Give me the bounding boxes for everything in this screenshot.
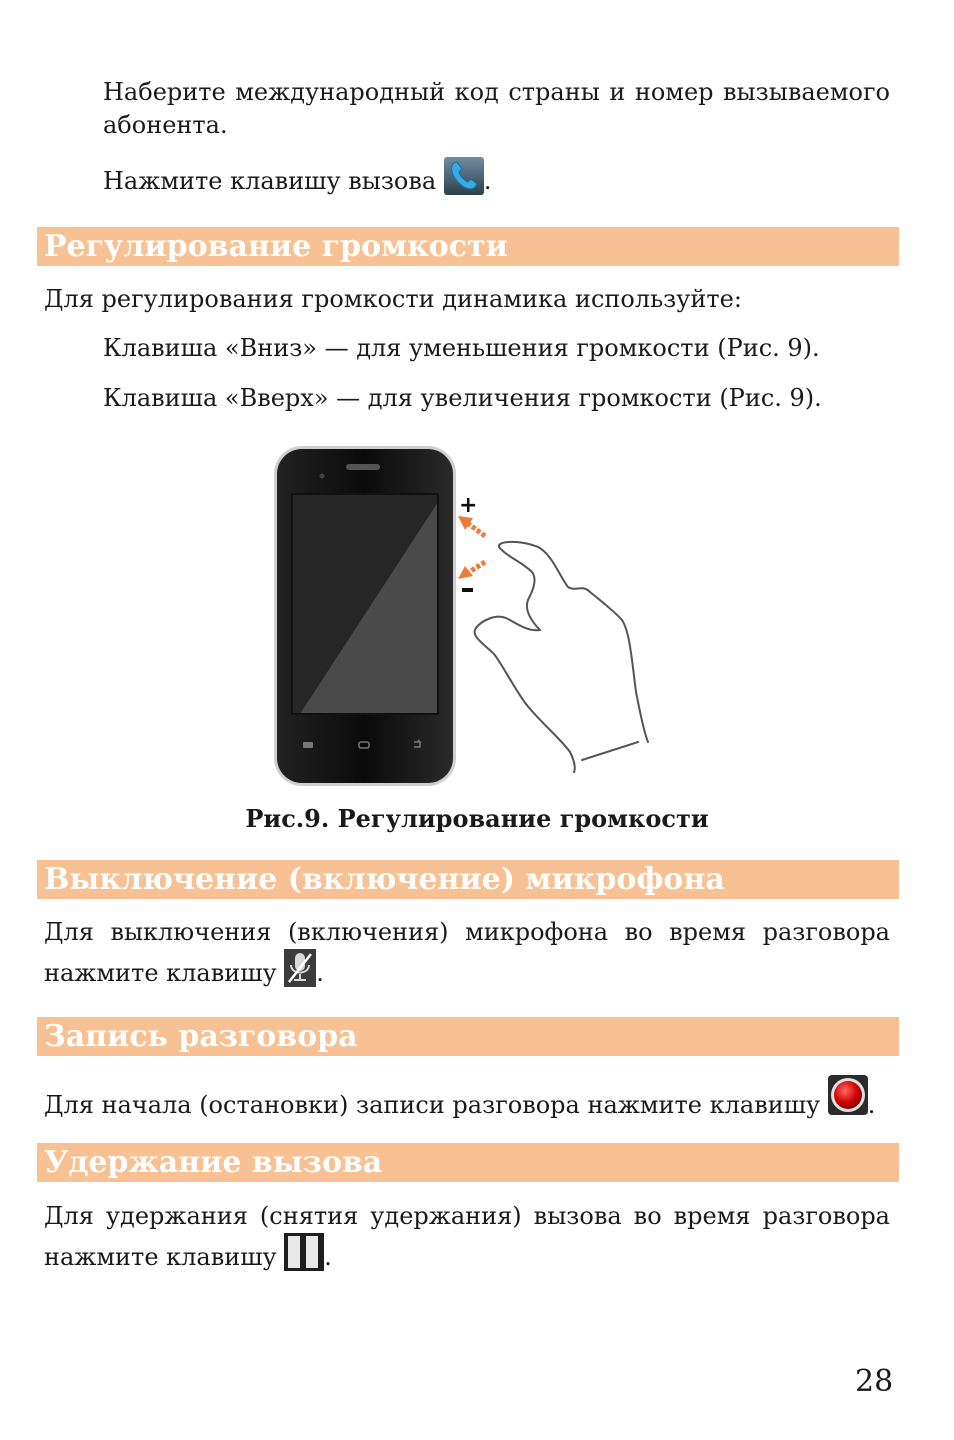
hand-icon — [475, 542, 648, 772]
figure-caption: Рис.9. Регулирование громкости — [245, 804, 709, 833]
record-section-heading: Запись разговора — [37, 1017, 899, 1056]
record-instruction — [44, 1075, 875, 1124]
volume-figure — [270, 442, 660, 792]
call-key-icon — [444, 157, 484, 204]
volume-intro: Для регулирования громкости динамика используйте: — [44, 285, 742, 313]
mic-instruction-line2 — [44, 949, 324, 996]
microphone-mute-icon — [284, 949, 316, 996]
press-call-instruction — [103, 157, 491, 204]
record-instruction-text: Для начала (остановки) записи разговора нажмите клавишу — [44, 1091, 821, 1119]
mic-instruction-text: нажмите клавишу — [44, 959, 277, 987]
volume-up-instruction: Клавиша «Вверх» — для увеличения громкости (Рис. 9). — [103, 384, 822, 412]
press-call-text: Нажмите клавишу вызова — [103, 167, 437, 195]
phone-illustration — [270, 442, 660, 792]
pause-icon — [284, 1233, 324, 1280]
volume-section-heading: Регулирование громкости — [37, 227, 899, 266]
dial-instruction-line1: Наберите международный код страны и номер вызываемого — [103, 78, 890, 106]
hold-instruction-line2 — [44, 1233, 332, 1280]
record-instruction-period: . — [867, 1091, 876, 1119]
volume-down-arrow-icon — [458, 562, 485, 579]
press-call-period: . — [483, 167, 492, 195]
dial-instruction-line2: абонента. — [103, 111, 228, 139]
volume-up-sign: + — [459, 493, 478, 518]
volume-up-arrow-icon — [458, 516, 485, 536]
mic-instruction-period: . — [316, 959, 324, 987]
hold-section-heading: Удержание вызова — [37, 1143, 899, 1182]
mic-section-heading: Выключение (включение) микрофона — [37, 860, 899, 899]
hold-instruction-text: нажмите клавишу — [44, 1243, 277, 1271]
record-icon — [828, 1075, 868, 1124]
hold-instruction-line1: Для удержания (снятия удержания) вызова во время разговора — [44, 1202, 890, 1230]
hold-instruction-period: . — [324, 1243, 332, 1271]
mic-instruction-line1: Для выключения (включения) микрофона во время разговора — [44, 918, 890, 946]
page-number: 28 — [855, 1364, 894, 1399]
volume-down-instruction: Клавиша «Вниз» — для уменьшения громкости (Рис. 9). — [103, 334, 820, 362]
